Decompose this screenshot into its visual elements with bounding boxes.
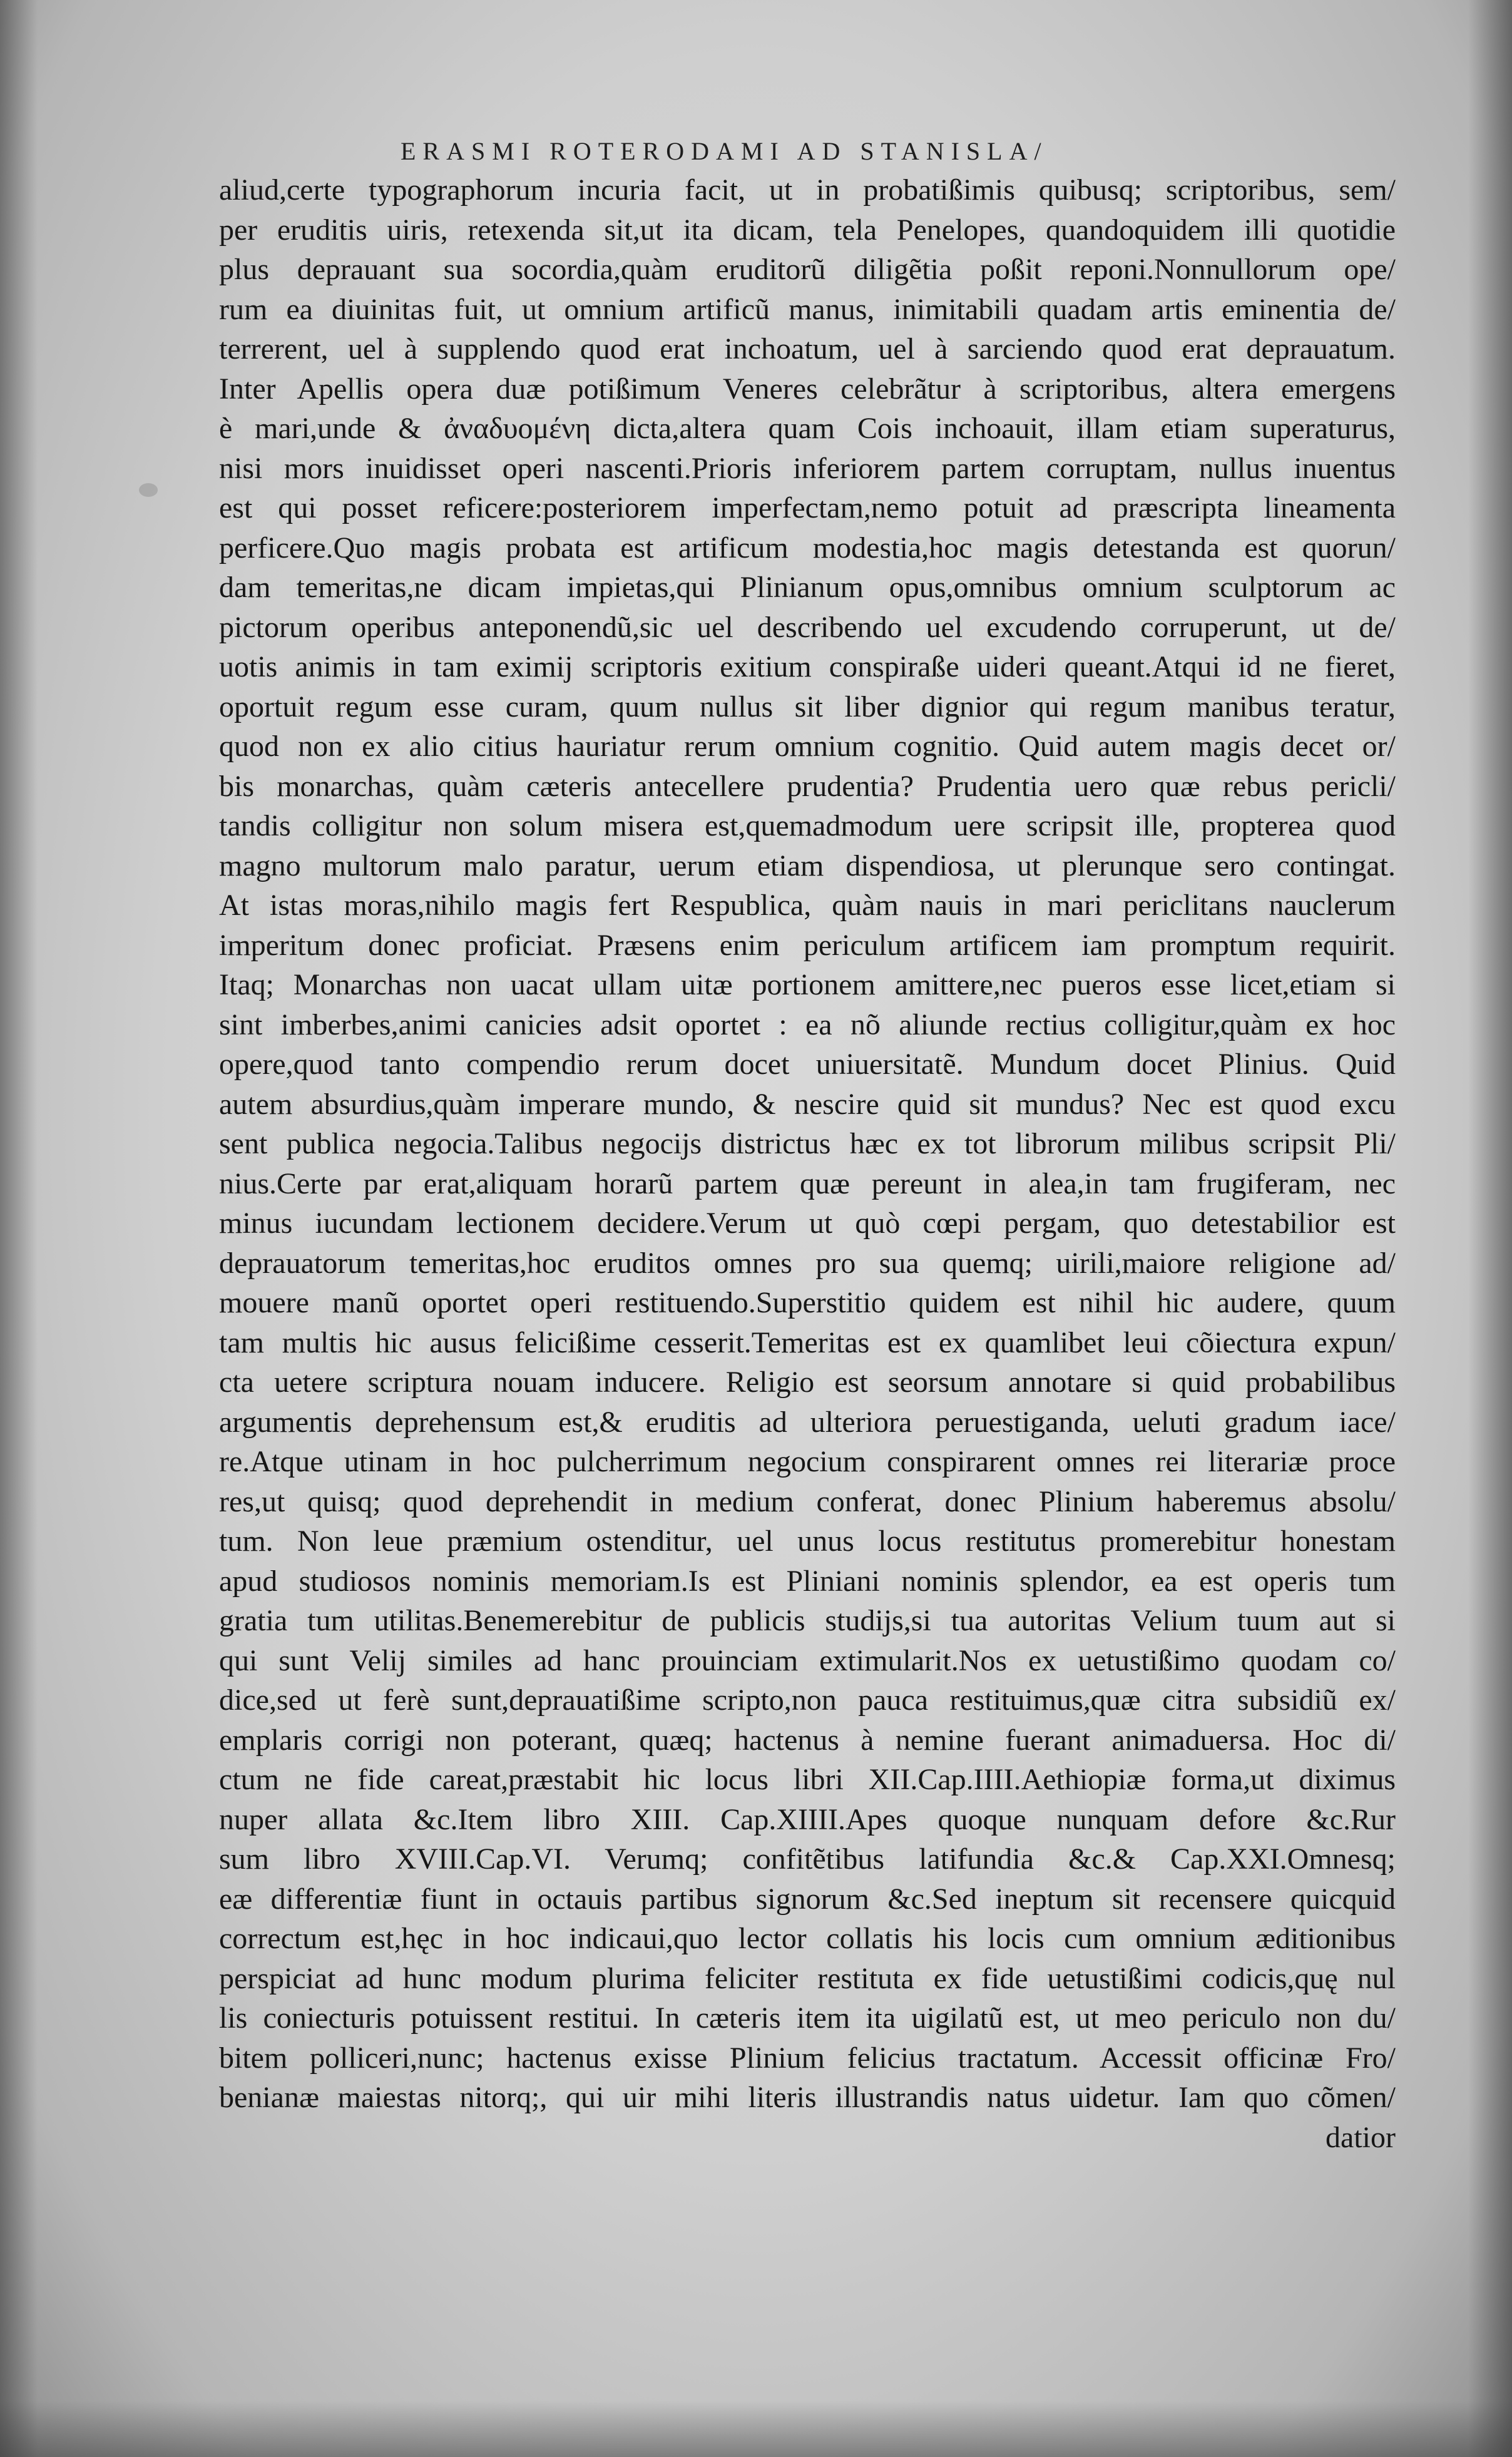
- text-line: cta uetere scriptura nouam inducere. Religio est seorsum annotare si quid probabilibus: [219, 1366, 1396, 1399]
- text-line: sent publica negocia.Talibus negocijs districtus hæc ex tot librorum milibus scripsit Pli/: [219, 1127, 1396, 1160]
- text-line: aliud,certe typographorum incuria facit, ut in probatißimis quibusq; scriptoribus, sem/: [219, 173, 1396, 207]
- page-edge-shadow-left: [0, 0, 38, 2457]
- text-line: minus iucundam lectionem decidere.Verum ut quò cœpi pergam, quo detestabilior est: [219, 1207, 1396, 1240]
- text-line: quod non ex alio citius hauriatur rerum omnium cognitio. Quid autem magis decet or/: [219, 730, 1396, 763]
- text-line: correctum est,hęc in hoc indicaui,quo lector collatis his locis cum omnium æditionibus: [219, 1922, 1396, 1955]
- text-line: opere,quod tanto compendio rerum docet uniuersitatẽ. Mundum docet Plinius. Quid: [219, 1048, 1396, 1081]
- text-line: ctum ne fide careat,præstabit hic locus libri XII.Cap.IIII.Aethiopiæ forma,ut diximus: [219, 1763, 1396, 1796]
- text-line: emplaris corrigi non poterant, quæq; hactenus à nemine fuerant animaduersa. Hoc di/: [219, 1723, 1396, 1757]
- text-line: bitem polliceri,nunc; hactenus exisse Plinium felicius tractatum. Accessit officinæ Fro/: [219, 2041, 1396, 2075]
- text-line: est qui posset reficere:posteriorem imperfectam,nemo potuit ad præscripta lineamenta: [219, 491, 1396, 524]
- text-line: dam temeritas,ne dicam impietas,qui Plinianum opus,omnibus omnium sculptorum ac: [219, 571, 1396, 604]
- text-line: pictorum operibus anteponendũ,sic uel describendo uel excudendo corruperunt, ut de/: [219, 610, 1396, 644]
- paper-stain: [139, 483, 158, 497]
- text-line: gratia tum utilitas.Benemerebitur de publicis studijs,si tua autoritas Velium tuum aut si: [219, 1604, 1396, 1637]
- text-line: lis coniecturis potuissent restitui. In cæteris item ita uigilatũ est, ut meo periculo non du/: [219, 2001, 1396, 2035]
- text-line: mouere manũ oportet operi restituendo.Superstitio quidem est nihil hic audere, quum: [219, 1286, 1396, 1319]
- text-line: nisi mors inuidisset operi nascenti.Prioris inferiorem partem corruptam, nullus inuentus: [219, 451, 1396, 485]
- catchword: datior: [1326, 2120, 1396, 2154]
- text-line: oportuit regum esse curam, quum nullus sit liber dignior qui regum manibus teratur,: [219, 690, 1396, 723]
- text-line: At istas moras,nihilo magis fert Respublica, quàm nauis in mari periclitans nauclerum: [219, 889, 1396, 922]
- text-line: plus deprauant sua socordia,quàm eruditorũ diligẽtia poßit reponi.Nonnullorum ope/: [219, 253, 1396, 286]
- text-line: autem absurdius,quàm imperare mundo, & nescire quid sit mundus? Nec est quod excu: [219, 1087, 1396, 1121]
- text-line: benianæ maiestas nitorq;, qui uir mihi literis illustrandis natus uidetur. Iam quo cõmen/: [219, 2081, 1396, 2114]
- body-text: [219, 170, 1396, 2157]
- text-line: nuper allata &c.Item libro XIII. Cap.XIIII.Apes quoque nunquam defore &c.Rur: [219, 1802, 1396, 1836]
- text-line: eæ differentiæ fiunt in octauis partibus signorum &c.Sed ineptum sit recensere quicquid: [219, 1882, 1396, 1916]
- text-line: tandis colligitur non solum misera est,quemadmodum uere scripsit ille, propterea quod: [219, 809, 1396, 842]
- text-line: deprauatorum temeritas,hoc eruditos omnes pro sua quemq; uirili,maiore religione ad/: [219, 1246, 1396, 1280]
- text-line: per eruditis uiris, retexenda sit,ut ita dicam, tela Penelopes, quandoquidem illi quotidie: [219, 213, 1396, 247]
- text-line: uotis animis in tam eximij scriptoris exitium conspiraße uideri queant.Atqui id ne fieret,: [219, 650, 1396, 683]
- text-line: magno multorum malo paratur, uerum etiam dispendiosa, ut plerunque sero contingat.: [219, 849, 1396, 882]
- text-line: qui sunt Velij similes ad hanc prouinciam extimularit.Nos ex uetustißimo quodam co/: [219, 1643, 1396, 1677]
- text-line: bis monarchas, quàm cæteris antecellere prudentia? Prudentia uero quæ rebus pericli/: [219, 769, 1396, 803]
- text-line: argumentis deprehensum est,& eruditis ad ulteriora peruestiganda, ueluti gradum iace/: [219, 1405, 1396, 1439]
- text-line: Inter Apellis opera duæ potißimum Veneres celebrãtur à scriptoribus, altera emergens: [219, 372, 1396, 406]
- text-line: sum libro XVIII.Cap.VI. Verumq; confitẽtibus latifundia &c.& Cap.XXI.Omnesq;: [219, 1842, 1396, 1876]
- text-line: re.Atque utinam in hoc pulcherrimum negocium conspirarent omnes rei literariæ proce: [219, 1445, 1396, 1478]
- page-edge-shadow-right: [1468, 0, 1512, 2457]
- text-line: nius.Certe par erat,aliquam horarũ partem quæ pereunt in alea,in tam frugiferam, nec: [219, 1167, 1396, 1200]
- text-line: sint imberbes,animi canicies adsit oportet : ea nõ aliunde rectius colligitur,quàm ex hoc: [219, 1008, 1396, 1041]
- text-line: perficere.Quo magis probata est artificum modestia,hoc magis detestanda est quorun/: [219, 531, 1396, 564]
- text-line: perspiciat ad hunc modum plurima feliciter restituta ex fide uetustißimi codicis,quę nul: [219, 1961, 1396, 1995]
- text-line: terrerent, uel à supplendo quod erat inchoatum, uel à sarciendo quod erat deprauatum.: [219, 332, 1396, 365]
- text-line: tum. Non leue præmium ostenditur, uel unus locus restitutus promerebitur honestam: [219, 1525, 1396, 1558]
- running-head: ERASMI ROTERODAMI AD STANISLA/: [401, 137, 1048, 165]
- text-line: imperitum donec proficiat. Præsens enim periculum artificem iam promptum requirit.: [219, 928, 1396, 962]
- text-line: tam multis hic ausus felicißime cesserit.Temeritas est ex quamlibet leui cõiectura expun/: [219, 1326, 1396, 1359]
- text-line: Itaq; Monarchas non uacat ullam uitæ portionem amittere,nec pueros esse licet,etiam si: [219, 968, 1396, 1001]
- text-line: apud studiosos nominis memoriam.Is est Pliniani nominis splendor, ea est operis tum: [219, 1564, 1396, 1598]
- text-line: res,ut quisq; quod deprehendit in medium conferat, donec Plinium haberemus absolu/: [219, 1484, 1396, 1518]
- text-line: è mari,unde & ἀναδυομένη dicta,altera quam Cois inchoauit, illam etiam superaturus,: [219, 412, 1396, 445]
- text-line: dice,sed ut ferè sunt,deprauatißime scripto,non pauca restituimus,quæ citra subsidiũ ex/: [219, 1683, 1396, 1717]
- text-line: rum ea diuinitas fuit, ut omnium artificũ manus, inimitabili quadam artis eminentia de/: [219, 292, 1396, 326]
- page-edge-shadow-bottom: [0, 2401, 1512, 2457]
